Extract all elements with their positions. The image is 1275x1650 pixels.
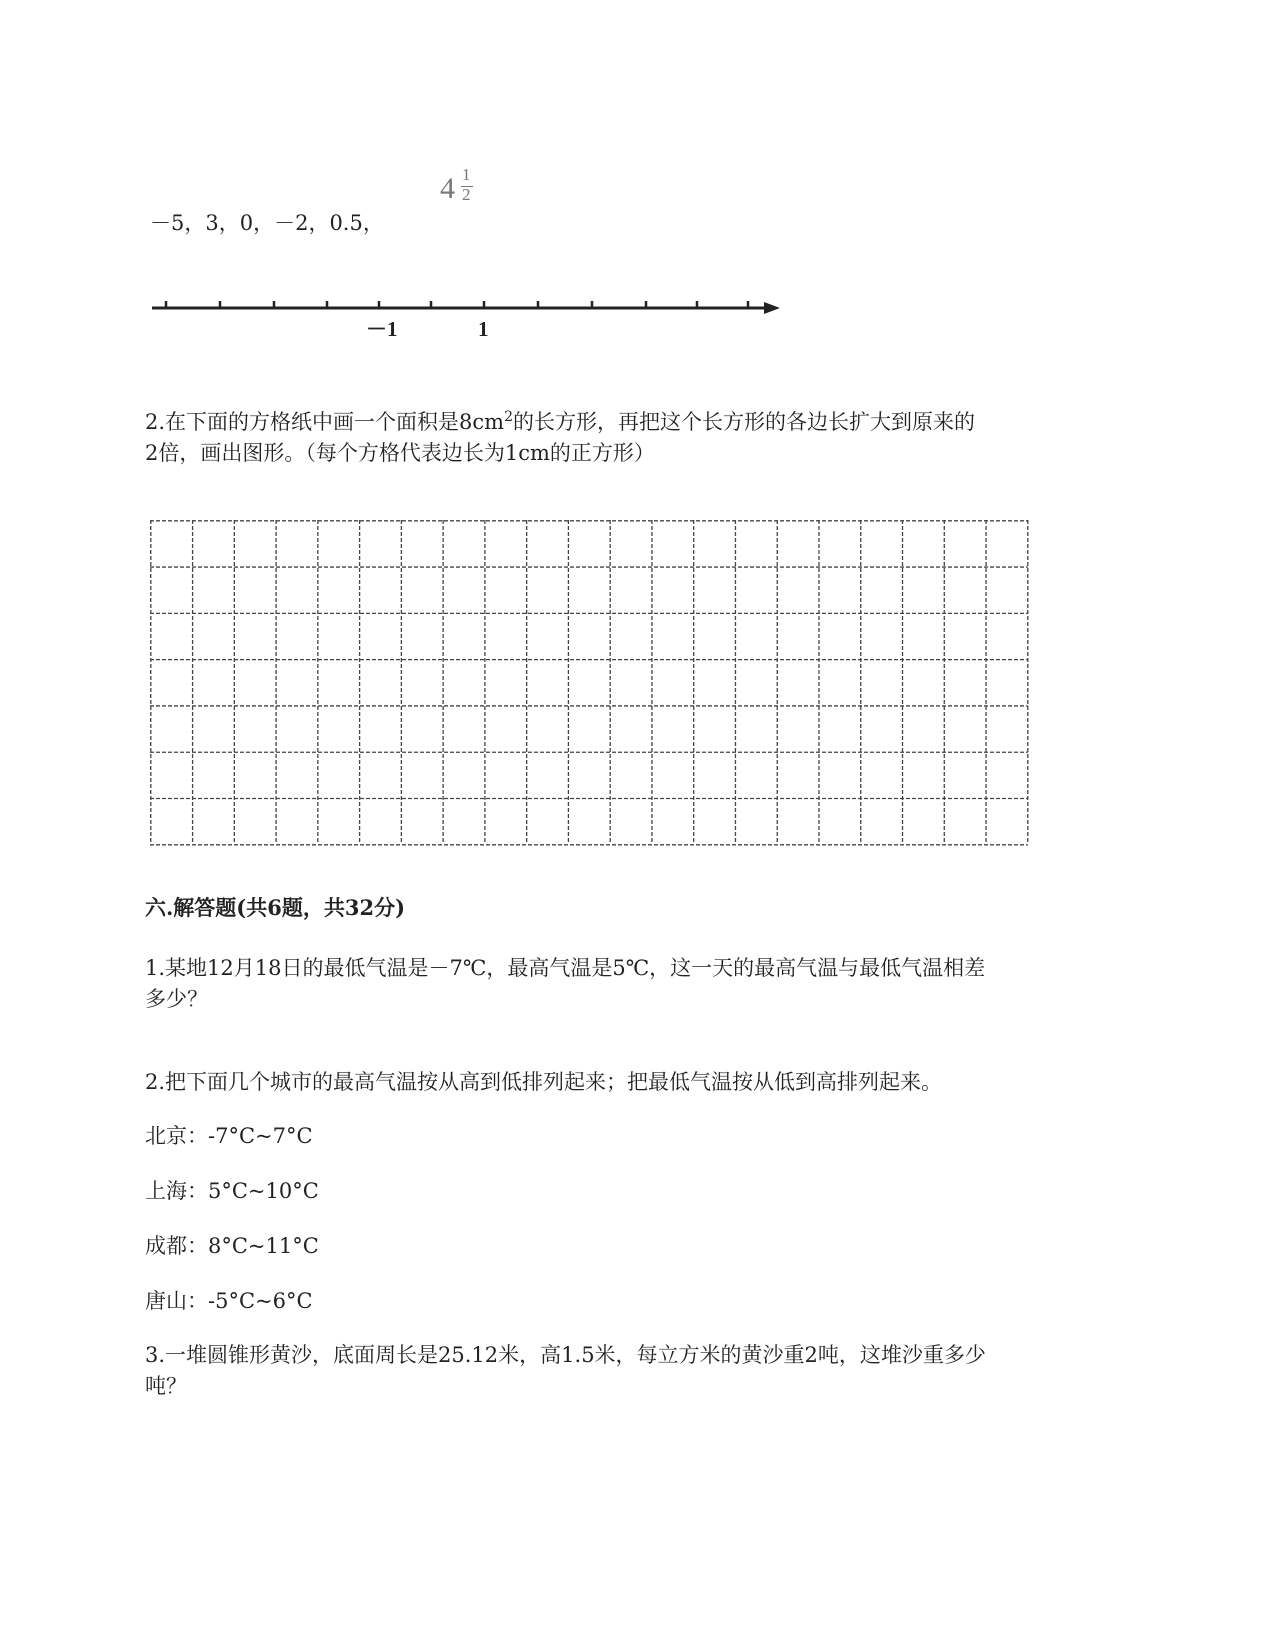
- q2-superscript: 2: [504, 409, 513, 425]
- city-chengdu: 成都：8°C~11°C: [145, 1234, 319, 1258]
- q2-line2: 2倍，画出图形。（每个方格代表边长为1cm的正方形）: [145, 441, 655, 465]
- s6-q3-line1: 3.一堆圆锥形黄沙，底面周长是25.12米，高1.5米，每立方米的黄沙重2吨，这堆沙重多少: [145, 1343, 986, 1367]
- number-line: [150, 300, 790, 345]
- grid-paper: [150, 520, 1030, 850]
- tick-label-1: 1: [478, 317, 489, 341]
- q2-line1: [145, 407, 975, 437]
- s6-q2-line: 2.把下面几个城市的最高气温按从高到低排列起来；把最低气温按从低到高排列起来。: [145, 1070, 943, 1094]
- mixed-number-numerator: 1: [462, 165, 471, 184]
- s6-q3-line2: 吨？: [145, 1374, 187, 1398]
- mixed-number-denominator: 2: [462, 185, 471, 204]
- mixed-number-whole: 4: [440, 172, 455, 205]
- s6-q1-line1: 1.某地12月18日的最低气温是－7℃，最高气温是5℃，这一天的最高气温与最低气温相差: [145, 956, 986, 980]
- s6-q1-line2: 多少？: [145, 987, 208, 1011]
- city-tangshan: 唐山：-5°C~6°C: [145, 1289, 313, 1313]
- number-list: －5，3，0，－2，0.5，: [150, 211, 384, 235]
- number-line-arrow: [764, 302, 780, 314]
- q2-line1-a: 2.在下面的方格纸中画一个面积是8cm: [145, 410, 505, 434]
- q2-line1-b: 的长方形，再把这个长方形的各边长扩大到原来的: [513, 410, 975, 434]
- tick-label-neg1: －1: [366, 317, 398, 341]
- section-title: 六.解答题(共6题，共32分): [145, 895, 406, 920]
- city-beijing: 北京：-7°C~7°C: [145, 1124, 313, 1148]
- city-shanghai: 上海：5°C~10°C: [145, 1179, 319, 1203]
